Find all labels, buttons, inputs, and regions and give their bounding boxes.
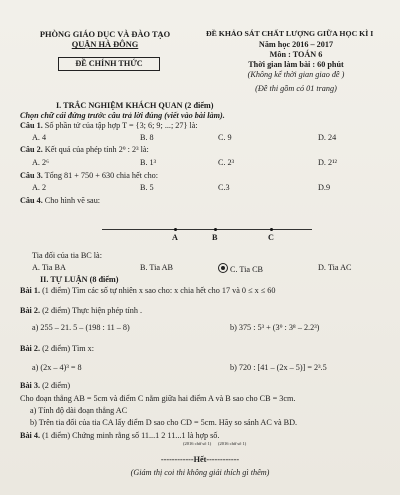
question-3 (20, 171, 158, 181)
q4-option-c (218, 263, 263, 275)
q1-option-c: C. 9 (218, 133, 232, 142)
part1-title: I. TRẮC NGHIỆM KHÁCH QUAN (2 điểm) (56, 101, 214, 110)
problem-1-label: Bài 1. (20, 286, 41, 295)
proctor-note: (Giám thị coi thi không giải thích gì thêm) (130, 468, 270, 477)
figure-label-c: C (268, 233, 274, 242)
problem-3-label: Bài 2. (20, 344, 41, 353)
q2-option-d: D. 2¹² (318, 158, 338, 167)
problem-3-a: a) (2x – 4)³ = 8 (32, 363, 82, 372)
problem-5-text: (1 điểm) Chứng minh rằng số 11...1 2 11...1 là hợp số. (42, 431, 220, 440)
problem-2 (20, 306, 142, 316)
question-1-text: Số phần tử của tập hợp T = {3; 6; 9; ...; 27} là: (44, 121, 198, 130)
q3-option-b: B. 5 (140, 183, 154, 192)
question-3-label: Câu 3. (20, 171, 43, 180)
department-name: PHÒNG GIÁO DỤC VÀ ĐÀO TẠO (39, 30, 171, 39)
q4-option-a: A. Tia BA (32, 263, 66, 272)
q4-option-c-text: C. Tia CB (230, 265, 263, 274)
q1-option-a: A. 4 (32, 133, 47, 142)
question-1-label: Câu 1. (20, 121, 43, 130)
problem-1 (20, 286, 275, 296)
time-limit: Thời gian làm bài : 60 phút (248, 60, 344, 69)
q2-option-b: B. 1³ (140, 158, 157, 167)
problem-4-statement: Cho đoạn thẳng AB = 5cm và điểm C nằm giữa hai điểm A và B sao cho CB = 3cm. (20, 394, 296, 403)
problem-5-sub-left: (2016 chữ số 1) (183, 441, 212, 446)
question-4 (20, 196, 100, 206)
question-2 (20, 145, 149, 155)
problem-2-b: b) 375 : 5³ + (3⁹ : 3⁸ – 2.2³) (230, 323, 320, 332)
problem-2-text: (2 điểm) Thực hiện phép tính . (42, 306, 143, 315)
problem-1-text: (1 điểm) Tìm các số tự nhiên x sao cho: x chia hết cho 17 và 0 ≤ x ≤ 60 (42, 286, 276, 295)
question-3-text: Tổng 81 + 750 + 630 chia hết cho: (44, 171, 159, 180)
problem-3-b: b) 720 : [41 – (2x – 5)] = 2³.5 (230, 363, 327, 372)
question-2-label: Câu 2. (20, 145, 43, 154)
figure-label-b: B (212, 233, 218, 242)
part2-title: II. TỰ LUẬN (8 điểm) (40, 275, 119, 284)
question-4-text: Cho hình vẽ sau: (44, 196, 101, 205)
question-4-label: Câu 4. (20, 196, 43, 205)
figure-point-a (174, 228, 177, 231)
question-4-prompt: Tia đối của tia BC là: (32, 251, 102, 260)
q1-option-b: B. 8 (140, 133, 154, 142)
problem-2-a: a) 255 – 21. 5 – (198 : 11 – 8) (32, 323, 130, 332)
problem-4-a: a) Tính độ dài đoạn thẳng AC (30, 406, 128, 415)
q3-option-d: D.9 (318, 183, 331, 192)
subject: Môn : TOÁN 6 (269, 50, 323, 59)
problem-5-sub-right: (2016 chữ số 1) (218, 441, 247, 446)
question-2-text: Kết quả của phép tính 2⁹ : 2³ là: (44, 145, 149, 154)
figure-line (102, 229, 312, 230)
page-count-note: (Đề thi gồm có 01 trang) (255, 84, 337, 93)
q2-option-a: A. 2⁶ (32, 158, 49, 167)
end-marker: ------------Hết------------ (160, 455, 240, 464)
q1-option-d: D. 24 (318, 133, 337, 142)
part1-instruction: Chọn chữ cái đứng trước câu trả lời đúng (viết vào bài làm). (20, 111, 225, 120)
problem-4-label: Bài 3. (20, 381, 41, 390)
problem-3-text: (2 điểm) Tìm x: (42, 344, 95, 353)
selected-answer-mark-icon (218, 263, 228, 273)
figure-point-c (270, 228, 273, 231)
question-1 (20, 121, 198, 131)
problem-4 (20, 381, 70, 391)
q4-option-b: B. Tia AB (140, 263, 173, 272)
problem-5 (20, 431, 219, 441)
q4-option-d: D. Tia AC (318, 263, 352, 272)
problem-4-b: b) Trên tia đối của tia CA lấy điểm D sao cho CD = 5cm. Hãy so sánh AC và BD. (30, 418, 298, 427)
figure-label-a: A (172, 233, 178, 242)
problem-5-label: Bài 4. (20, 431, 41, 440)
q3-option-a: A. 2 (32, 183, 47, 192)
problem-3 (20, 344, 94, 354)
exam-title: ĐỀ KHẢO SÁT CHẤT LƯỢNG GIỮA HỌC KÌ I (206, 29, 374, 38)
q2-option-c: C. 2³ (218, 158, 235, 167)
time-note: (Không kể thời gian giao đề ) (247, 70, 345, 79)
problem-4-text: (2 điểm) (42, 381, 71, 390)
school-year: Năm học 2016 – 2017 (258, 40, 334, 49)
figure-point-b (214, 228, 217, 231)
official-stamp: ĐỀ CHÍNH THỨC (58, 57, 160, 71)
problem-2-label: Bài 2. (20, 306, 41, 315)
district-name: QUẬN HÀ ĐÔNG (71, 40, 139, 49)
q3-option-c: C.3 (218, 183, 230, 192)
